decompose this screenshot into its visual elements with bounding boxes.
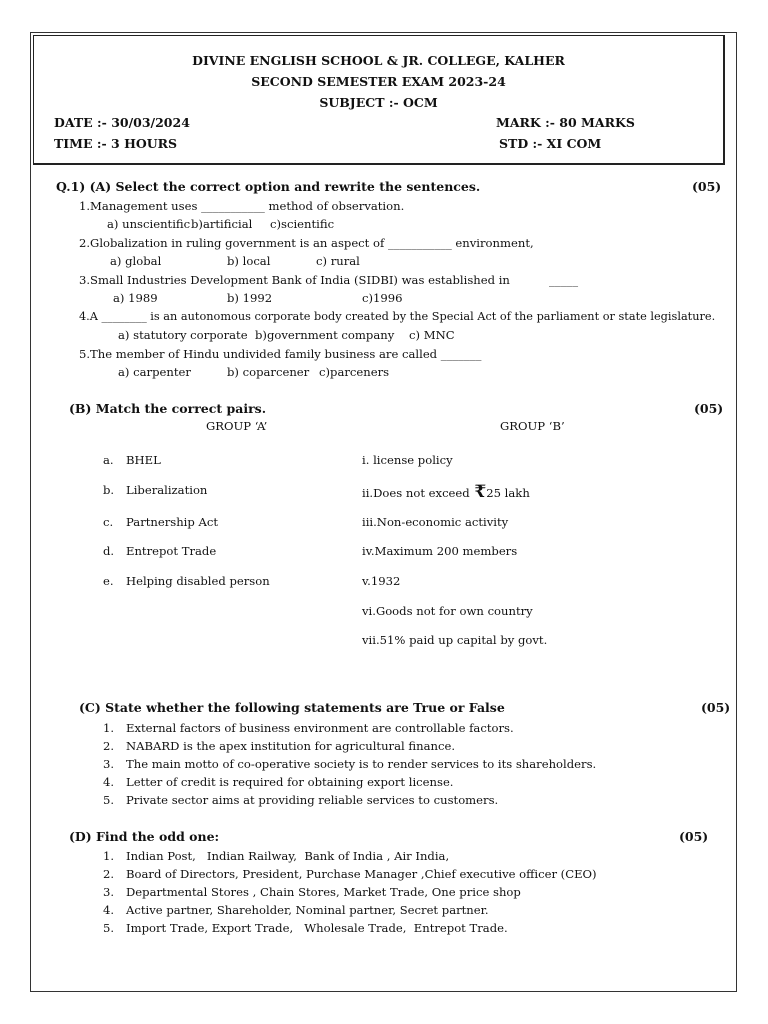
odd-one-item: Departmental Stores , Chain Stores, Market Trade, One price shop (126, 885, 521, 899)
list-number: 2. (103, 739, 115, 753)
list-number: 5. (103, 921, 115, 935)
match-left-item: Helping disabled person (126, 574, 270, 588)
match-left-item: Entrepot Trade (126, 544, 217, 558)
list-number: 4. (103, 775, 115, 789)
match-right-item: v.1932 (362, 574, 401, 588)
mcq-option: c)1996 (362, 291, 403, 305)
mcq-option: a) unscientific (107, 217, 191, 231)
statement-item: Private sector aims at providing reliable services to customers. (126, 793, 499, 807)
exam-marks: MARK :- 80 MARKS (496, 115, 635, 130)
mcq-option: a) carpenter (118, 365, 191, 379)
odd-one-item: Active partner, Shareholder, Nominal partner, Secret partner. (126, 903, 489, 917)
mcq-option: c) rural (316, 254, 360, 268)
list-number: 3. (103, 757, 115, 771)
match-left-number: d. (103, 544, 115, 558)
mcq-question-4: 4.A ________ is an autonomous corporate body created by the Special Act of the parliament or state legislature. (79, 310, 716, 323)
match-left-number: e. (103, 574, 114, 588)
exam-std: STD :- XI COM (499, 136, 602, 151)
q1a-heading: Q.1) (A) Select the correct option and rewrite the sentences. (56, 179, 481, 194)
list-number: 4. (103, 903, 115, 917)
exam-date: DATE :- 30/03/2024 (54, 115, 190, 130)
mcq-option: b) coparcener (227, 365, 310, 379)
mcq-question-2: 2.Globalization in ruling government is an aspect of ___________ environment, (79, 236, 534, 250)
mcq-option: c) MNC (409, 328, 455, 342)
q1b-heading: (B) Match the correct pairs. (69, 401, 267, 416)
odd-one-item: Import Trade, Export Trade, Wholesale Trade, Entrepot Trade. (126, 921, 508, 935)
mcq-question-3: 3.Small Industries Development Bank of India (SIDBI) was established in (79, 273, 510, 287)
match-left-item: Liberalization (126, 483, 208, 497)
exam-title: SECOND SEMESTER EXAM 2023-24 (251, 74, 506, 89)
match-right-item: vii.51% paid up capital by govt. (362, 633, 548, 647)
q1d-marks: (05) (679, 829, 709, 844)
mcq-option: b) local (227, 254, 271, 268)
odd-one-item: Indian Post, Indian Railway, Bank of India , Air India, (126, 849, 450, 863)
odd-one-item: Board of Directors, President, Purchase Manager ,Chief executive officer (CEO) (126, 867, 597, 881)
match-left-item: BHEL (126, 453, 161, 467)
match-left-number: b. (103, 483, 115, 497)
mcq-option: b)artificial (191, 217, 253, 231)
q1c-marks: (05) (701, 700, 731, 715)
match-right-item: iv.Maximum 200 members (362, 544, 518, 558)
match-right-item: iii.Non-economic activity (362, 515, 509, 529)
list-number: 2. (103, 867, 115, 881)
match-right-item: i. license policy (362, 453, 453, 467)
list-number: 1. (103, 849, 115, 863)
subject-line: SUBJECT :- OCM (319, 95, 438, 110)
school-name: DIVINE ENGLISH SCHOOL & JR. COLLEGE, KALHER (192, 53, 565, 68)
exam-page (30, 32, 737, 992)
q1a-marks: (05) (692, 179, 722, 194)
q1b-marks: (05) (694, 401, 724, 416)
mcq-option: a) 1989 (113, 291, 158, 305)
q1c-heading: (C) State whether the following statements are True or False (79, 700, 505, 715)
list-number: 3. (103, 885, 115, 899)
mcq-question-1: 1.Management uses ___________ method of observation. (79, 199, 405, 213)
mcq-option: a) global (110, 254, 162, 268)
group-a-label: GROUP ‘A’ (206, 419, 268, 433)
exam-header (33, 35, 725, 165)
mcq-option: c)parceners (319, 365, 390, 379)
statement-item: Letter of credit is required for obtaining export license. (126, 775, 454, 789)
statement-item: The main motto of co-operative society is to render services to its shareholders. (126, 757, 597, 771)
statement-item: External factors of business environment are controllable factors. (126, 721, 514, 735)
mcq-question-5: 5.The member of Hindu undivided family business are called _______ (79, 347, 482, 361)
q1d-heading: (D) Find the odd one: (69, 829, 220, 844)
match-left-number: c. (103, 515, 114, 529)
statement-item: NABARD is the apex institution for agricultural finance. (126, 739, 456, 753)
mcq-option: b) 1992 (227, 291, 273, 305)
list-number: 5. (103, 793, 115, 807)
exam-time: TIME :- 3 HOURS (54, 136, 178, 151)
mcq-option: c)scientific (270, 217, 335, 231)
mcq-answer-blank: _____ (549, 273, 578, 287)
rupee-symbol: ₹ (474, 482, 487, 502)
list-number: 1. (103, 721, 115, 735)
match-left-item: Partnership Act (126, 515, 219, 529)
mcq-option: a) statutory corporate (118, 328, 248, 342)
group-b-label: GROUP ‘B’ (500, 419, 565, 433)
mcq-option: b)government company (255, 328, 395, 342)
match-right-item: vi.Goods not for own country (362, 604, 533, 618)
match-right-item: ii.Does not exceed ₹25 lakh (362, 482, 530, 502)
match-left-number: a. (103, 453, 114, 467)
